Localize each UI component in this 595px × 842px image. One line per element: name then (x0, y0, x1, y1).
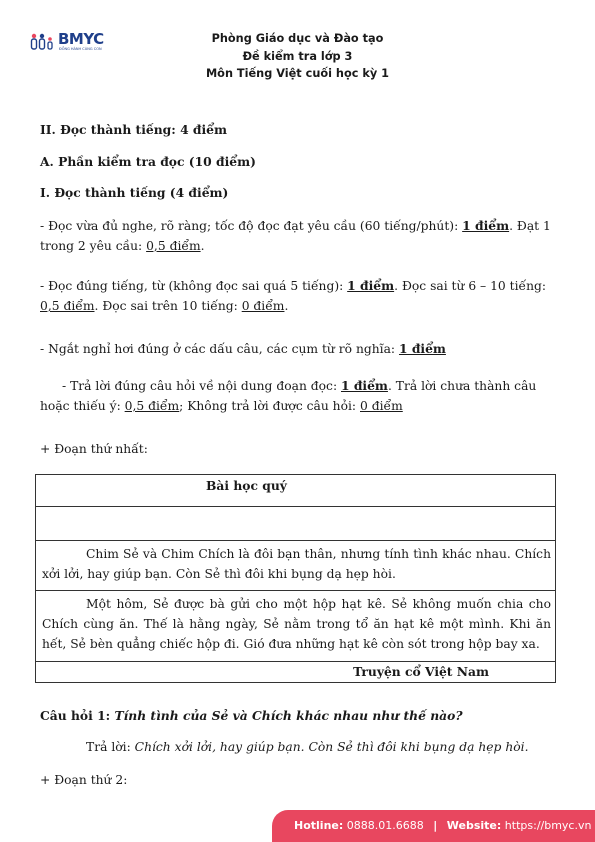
passage-title: Bài học quý (206, 478, 287, 493)
document-header (130, 30, 465, 83)
empty-cell (36, 507, 556, 541)
logo-wordmark: BMYC (58, 30, 104, 48)
passage-intro: + Đoạn thứ nhất: (40, 442, 148, 456)
points-zero: 0 điểm (241, 299, 285, 313)
header-line-subject: Môn Tiếng Việt cuối học kỳ 1 (205, 67, 390, 80)
points-half: 0,5 điểm (124, 399, 180, 413)
points-half: 0,5 điểm (40, 299, 95, 313)
answer-1 (40, 737, 552, 757)
header-line-exam: Đề kiểm tra lớp 3 (242, 49, 353, 63)
points-half: 0,5 điểm (146, 239, 201, 253)
heading-reading-aloud-points: I. Đọc thành tiếng (4 điểm) (40, 185, 229, 200)
passage-paragraph-1: Chim Sẻ và Chim Chích là đôi bạn thân, nhưng tính tình khác nhau. Chích xởi lởi, hay giúp bạn. Còn Sẻ thì đôi khi bụng dạ hẹp hòi. (36, 541, 556, 591)
footer-separator: | (433, 819, 438, 832)
points-1: 1 điểm (398, 341, 446, 356)
reading-passage-table (35, 474, 556, 683)
logo-tagline: ĐỒNG HÀNH CÙNG CON (59, 47, 102, 51)
answer-label: Trả lời: (86, 740, 135, 754)
bmyc-logo (30, 28, 110, 54)
contact-footer (272, 810, 595, 842)
criterion-accuracy: - Đọc đúng tiếng, từ (không đọc sai quá 5 tiếng): 1 điểm. Đọc sai từ 6 – 10 tiếng: 0,5 điểm. Đọc sai trên 10 tiếng: 0 điểm. (40, 278, 547, 313)
family-figures-icon (30, 32, 56, 50)
answer-text: Chích xởi lởi, hay giúp bạn. Còn Sẻ thì đôi khi bụng dạ hẹp hòi. (134, 740, 529, 754)
question-1 (40, 706, 552, 726)
hotline-number[interactable]: 0888.01.6688 (346, 819, 424, 832)
heading-reading-aloud: II. Đọc thành tiếng: 4 điểm (40, 122, 228, 137)
website-label: Website: (446, 819, 502, 832)
heading-reading-test: A. Phần kiểm tra đọc (10 điểm) (40, 154, 256, 169)
points-zero: 0 điểm (360, 399, 403, 413)
question-label: Câu hỏi 1: (40, 708, 115, 723)
criterion-answering: - Trả lời đúng câu hỏi về nội dung đoạn đọc: 1 điểm. Trả lời chưa thành câu hoặc thiếu ý: 0,5 điểm; Không trả lời được câu hỏi: 0 điểm (40, 378, 537, 413)
question-text: Tính tình của Sẻ và Chích khác nhau như thế nào? (114, 708, 463, 723)
hotline-label: Hotline: (294, 819, 344, 832)
points-1: 1 điểm (462, 218, 510, 233)
points-1: 1 điểm (347, 278, 395, 293)
passage-source-cell (36, 662, 556, 683)
criterion-pausing: - Ngắt nghỉ hơi đúng ở các dấu câu, các cụm từ rõ nghĩa: 1 điểm (40, 341, 446, 356)
passage-source: Truyện cổ Việt Nam (353, 664, 489, 679)
header-line-department: Phòng Giáo dục và Đào tạo (211, 32, 384, 45)
points-1: 1 điểm (341, 378, 388, 393)
passage-paragraph-2: Một hôm, Sẻ được bà gửi cho một hộp hạt kê. Sẻ không muốn chia cho Chích cùng ăn. Thế là hằng ngày, Sẻ nằm trong tổ ăn hạt kê một mình. Khi ăn hết, Sẻ bèn quẳng chiếc hộp đi. Gió đưa những hạt kê còn sót trong hộp bay xa. (36, 591, 556, 662)
website-link[interactable]: https://bmyc.vn (504, 819, 592, 832)
passage-2-intro: + Đoạn thứ 2: (40, 773, 128, 787)
passage-title-cell (36, 475, 556, 507)
criterion-speed: - Đọc vừa đủ nghe, rõ ràng; tốc độ đọc đạt yêu cầu (60 tiếng/phút): 1 điểm. Đạt 1 trong 2 yêu cầu: 0,5 điểm. (40, 218, 551, 253)
